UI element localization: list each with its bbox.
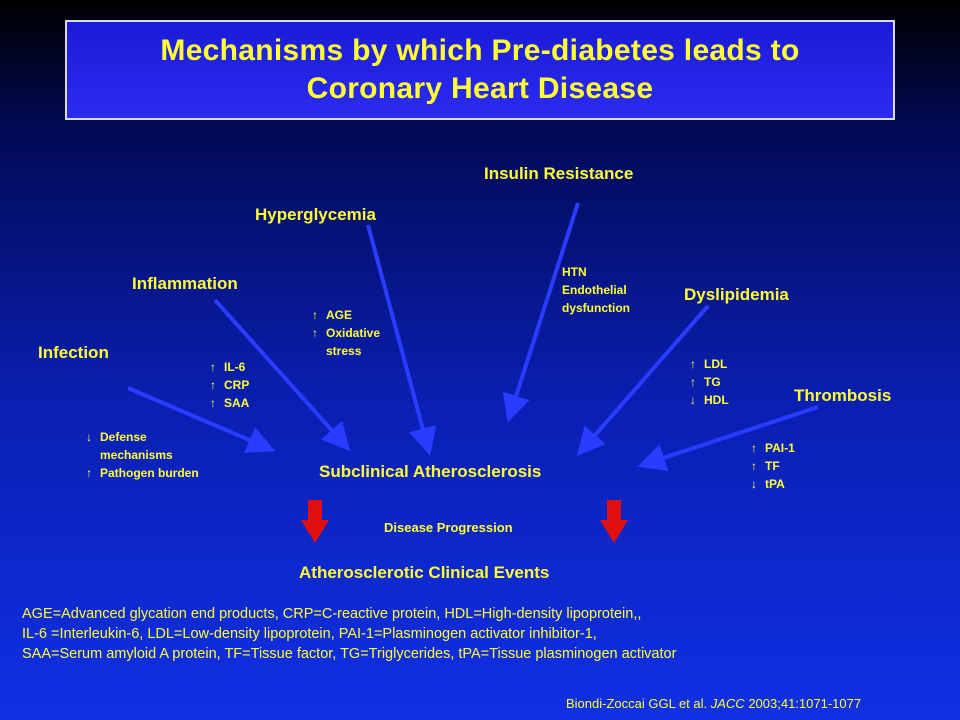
up-arrow-icon: ↑ — [751, 459, 757, 473]
progression-arrow-left — [301, 500, 329, 543]
up-arrow-icon: ↑ — [690, 375, 696, 389]
effect-pathogen-burden: Pathogen burden — [100, 466, 199, 480]
effect-ldl: LDL — [704, 357, 728, 371]
effect-tpa: tPA — [765, 477, 785, 491]
factor-infection: Infection — [38, 343, 109, 362]
abbrev-line-3: SAA=Serum amyloid A protein, TF=Tissue factor, TG=Triglycerides, tPA=Tissue plasminogen activator — [22, 646, 677, 662]
effect-crp: CRP — [224, 378, 250, 392]
abbrev-line-1: AGE=Advanced glycation end products, CRP=C-reactive protein, HDL=High-density lipoprotein,, — [22, 606, 642, 622]
up-arrow-icon: ↑ — [312, 326, 318, 340]
title-line-1: Mechanisms by which Pre-diabetes leads to — [160, 34, 800, 67]
up-arrow-icon: ↑ — [210, 360, 216, 374]
effects-insulin-resistance — [562, 263, 630, 317]
down-arrow-icon: ↓ — [751, 477, 757, 491]
abbrev-line-2: IL-6 =Interleukin-6, LDL=Low-density lipoprotein, PAI-1=Plasminogen activator inhibitor-1, — [22, 626, 597, 642]
factor-thrombosis: Thrombosis — [794, 386, 892, 405]
effects-infection — [86, 428, 199, 482]
effect-mechanisms: mechanisms — [100, 448, 173, 462]
effect-tf: TF — [765, 459, 780, 473]
effect-defense: Defense — [100, 430, 147, 444]
effect-hdl: HDL — [704, 393, 729, 407]
center-subclinical-atherosclerosis: Subclinical Atherosclerosis — [319, 462, 542, 481]
citation-ref: 2003;41:1071-1077 — [744, 696, 862, 711]
effects-dyslipidemia — [690, 355, 729, 409]
factor-insulin-resistance: Insulin Resistance — [484, 164, 634, 183]
effects-inflammation — [210, 358, 249, 412]
effect-tg: TG — [704, 375, 721, 389]
progression-label: Disease Progression — [384, 520, 513, 535]
effect-htn: HTN — [562, 265, 587, 279]
effect-endothelial: Endothelial — [562, 283, 627, 297]
effect-il6: IL-6 — [224, 360, 246, 374]
up-arrow-icon: ↑ — [210, 378, 216, 392]
up-arrow-icon: ↑ — [312, 308, 318, 322]
up-arrow-icon: ↑ — [86, 466, 92, 480]
abbreviations — [22, 604, 676, 664]
down-arrow-icon: ↓ — [690, 393, 696, 407]
citation — [566, 696, 861, 711]
citation-authors: Biondi-Zoccai GGL et al. — [566, 696, 711, 711]
up-arrow-icon: ↑ — [210, 396, 216, 410]
outcome-clinical-events: Atherosclerotic Clinical Events — [299, 563, 550, 582]
effect-saa: SAA — [224, 396, 250, 410]
effects-hyperglycemia — [312, 306, 380, 360]
down-arrow-icon: ↓ — [86, 430, 92, 444]
effect-oxidative: Oxidative — [326, 326, 381, 340]
factor-inflammation: Inflammation — [132, 274, 238, 293]
effect-dysfunction: dysfunction — [562, 301, 630, 315]
citation-journal: JACC — [710, 696, 745, 711]
progression-arrow-right — [600, 500, 628, 543]
up-arrow-icon: ↑ — [751, 441, 757, 455]
factor-hyperglycemia: Hyperglycemia — [255, 205, 376, 224]
title-line-2: Coronary Heart Disease — [306, 72, 654, 105]
effect-pai1: PAI-1 — [765, 441, 795, 455]
effects-thrombosis — [751, 439, 795, 493]
effect-age: AGE — [326, 308, 353, 322]
up-arrow-icon: ↑ — [690, 357, 696, 371]
factor-dyslipidemia: Dyslipidemia — [684, 285, 789, 304]
effect-stress: stress — [326, 344, 362, 358]
